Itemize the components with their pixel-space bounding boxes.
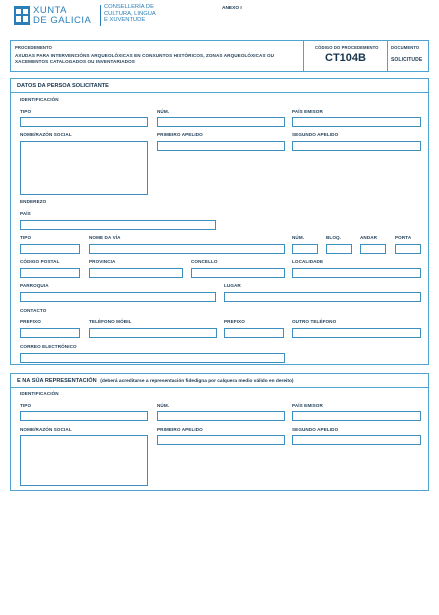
telefono-movil-label: TELÉFONO MÓBIL xyxy=(89,319,132,324)
lugar-input[interactable] xyxy=(224,292,421,302)
prefixo2-input[interactable] xyxy=(224,328,284,338)
nome-via-input[interactable] xyxy=(89,244,285,254)
representative-title-note: (deberá acreditarse a representación fidedigna por calquera medio válido en dereito) xyxy=(100,379,294,384)
document-value: SOLICITUDE xyxy=(391,57,423,63)
prefixo-input[interactable] xyxy=(20,328,80,338)
concello-input[interactable] xyxy=(191,268,285,278)
rep-num-label: NÚM. xyxy=(157,403,170,408)
rep-nome-input[interactable] xyxy=(20,435,148,486)
section-title-rule xyxy=(11,387,428,388)
nome-via-label: NOME DA VÍA xyxy=(89,235,121,240)
procedure-code: CT104B xyxy=(325,52,366,64)
tipo-label: TIPO xyxy=(20,109,32,114)
localidade-label: LOCALIDADE xyxy=(292,259,324,264)
primeiro-apelido-label: PRIMEIRO APELIDO xyxy=(157,132,203,137)
andar-input[interactable] xyxy=(360,244,386,254)
procedure-divider xyxy=(303,41,304,71)
dept-line: CULTURA, LINGUA xyxy=(104,10,156,17)
applicant-section-title: DATOS DA PERSOA SOLICITANTE xyxy=(17,83,109,89)
rep-tipo-input[interactable] xyxy=(20,411,148,421)
tipo-input[interactable] xyxy=(20,117,148,127)
rep-nome-label: NOME/RAZÓN SOCIAL xyxy=(20,427,72,432)
correo-label: CORREO ELECTRÓNICO xyxy=(20,344,77,349)
applicant-section xyxy=(10,78,429,365)
rep-tipo-label: TIPO xyxy=(20,403,32,408)
xunta-emblem-icon xyxy=(14,6,30,25)
telefono-movil-input[interactable] xyxy=(89,328,217,338)
bloq-input[interactable] xyxy=(326,244,352,254)
nome-input[interactable] xyxy=(20,141,148,195)
pais-emisor-label: PAÍS EMISOR xyxy=(292,109,323,114)
porta-label: PORTA xyxy=(395,235,412,240)
pais-label: PAÍS xyxy=(20,211,31,216)
logo-text-line2: DE GALICIA xyxy=(33,15,92,26)
num-label: NÚM. xyxy=(157,109,170,114)
correo-input[interactable] xyxy=(20,353,285,363)
concello-label: CONCELLO xyxy=(191,259,218,264)
primeiro-apelido-input[interactable] xyxy=(157,141,285,151)
nome-label: NOME/RAZÓN SOCIAL xyxy=(20,132,72,137)
procedure-divider xyxy=(387,41,388,71)
procedure-label: PROCEDEMENTO xyxy=(15,45,52,50)
codigo-postal-label: CÓDIGO POSTAL xyxy=(20,259,60,264)
pais-input[interactable] xyxy=(20,220,216,230)
num-via-input[interactable] xyxy=(292,244,318,254)
bloq-label: BLOQ. xyxy=(326,235,342,240)
document-label: DOCUMENTO xyxy=(391,45,420,50)
rep-primeiro-apelido-input[interactable] xyxy=(157,435,285,445)
porta-input[interactable] xyxy=(395,244,421,254)
tipo-via-input[interactable] xyxy=(20,244,80,254)
rep-segundo-apelido-input[interactable] xyxy=(292,435,421,445)
tipo-via-label: TIPO xyxy=(20,235,32,240)
procedure-text-line1: AXUDAS PARA INTERVENCIÓNS ARQUEOLÓXICAS EN CONXUNTOS HISTÓRICOS, ZONAS ARQUEOLÓXICAS OU xyxy=(15,53,275,58)
representative-section xyxy=(10,373,429,491)
representative-title: E NA SÚA REPRESENTACIÓN xyxy=(17,378,97,384)
pais-emisor-input[interactable] xyxy=(292,117,421,127)
xunta-logo xyxy=(14,5,100,27)
localidade-input[interactable] xyxy=(292,268,421,278)
segundo-apelido-label: SEGUNDO APELIDO xyxy=(292,132,339,137)
num-via-label: NÚM. xyxy=(292,235,305,240)
rep-segundo-apelido-label: SEGUNDO APELIDO xyxy=(292,427,339,432)
prefixo-label: PREFIXO xyxy=(20,319,41,324)
dept-line: E XUVENTUDE xyxy=(104,17,146,23)
contacto-heading: CONTACTO xyxy=(20,308,47,313)
provincia-input[interactable] xyxy=(89,268,183,278)
provincia-label: PROVINCIA xyxy=(89,259,116,264)
num-input[interactable] xyxy=(157,117,285,127)
logo-divider xyxy=(100,5,101,26)
rep-identification-heading: IDENTIFICACIÓN xyxy=(20,391,59,396)
logo-text-line1: XUNTA xyxy=(33,5,67,16)
rep-pais-emisor-input[interactable] xyxy=(292,411,421,421)
identification-heading: IDENTIFICACIÓN xyxy=(20,97,59,102)
rep-pais-emisor-label: PAÍS EMISOR xyxy=(292,403,323,408)
parroquia-label: PARROQUIA xyxy=(20,283,49,288)
andar-label: ANDAR xyxy=(360,235,378,240)
annex-label: ANEXO I xyxy=(222,6,242,11)
procedure-box xyxy=(10,40,429,72)
outro-telefono-input[interactable] xyxy=(292,328,421,338)
dept-line: CONSELLERÍA DE xyxy=(104,4,154,10)
segundo-apelido-input[interactable] xyxy=(292,141,421,151)
procedure-code-label: CÓDIGO DO PROCEDEMENTO xyxy=(315,45,379,50)
representative-section-title xyxy=(17,378,294,384)
parroquia-input[interactable] xyxy=(20,292,216,302)
rep-primeiro-apelido-label: PRIMEIRO APELIDO xyxy=(157,427,203,432)
procedure-text-line2: XACEMENTOS CATALOGADOS OU INVENTARIADOS xyxy=(15,59,135,64)
outro-telefono-label: OUTRO TELÉFONO xyxy=(292,319,337,324)
department-name xyxy=(104,4,156,24)
codigo-postal-input[interactable] xyxy=(20,268,80,278)
lugar-label: LUGAR xyxy=(224,283,241,288)
enderezo-heading: ENDEREZO xyxy=(20,199,47,204)
section-title-rule xyxy=(11,92,428,93)
prefixo2-label: PREFIXO xyxy=(224,319,245,324)
rep-num-input[interactable] xyxy=(157,411,285,421)
